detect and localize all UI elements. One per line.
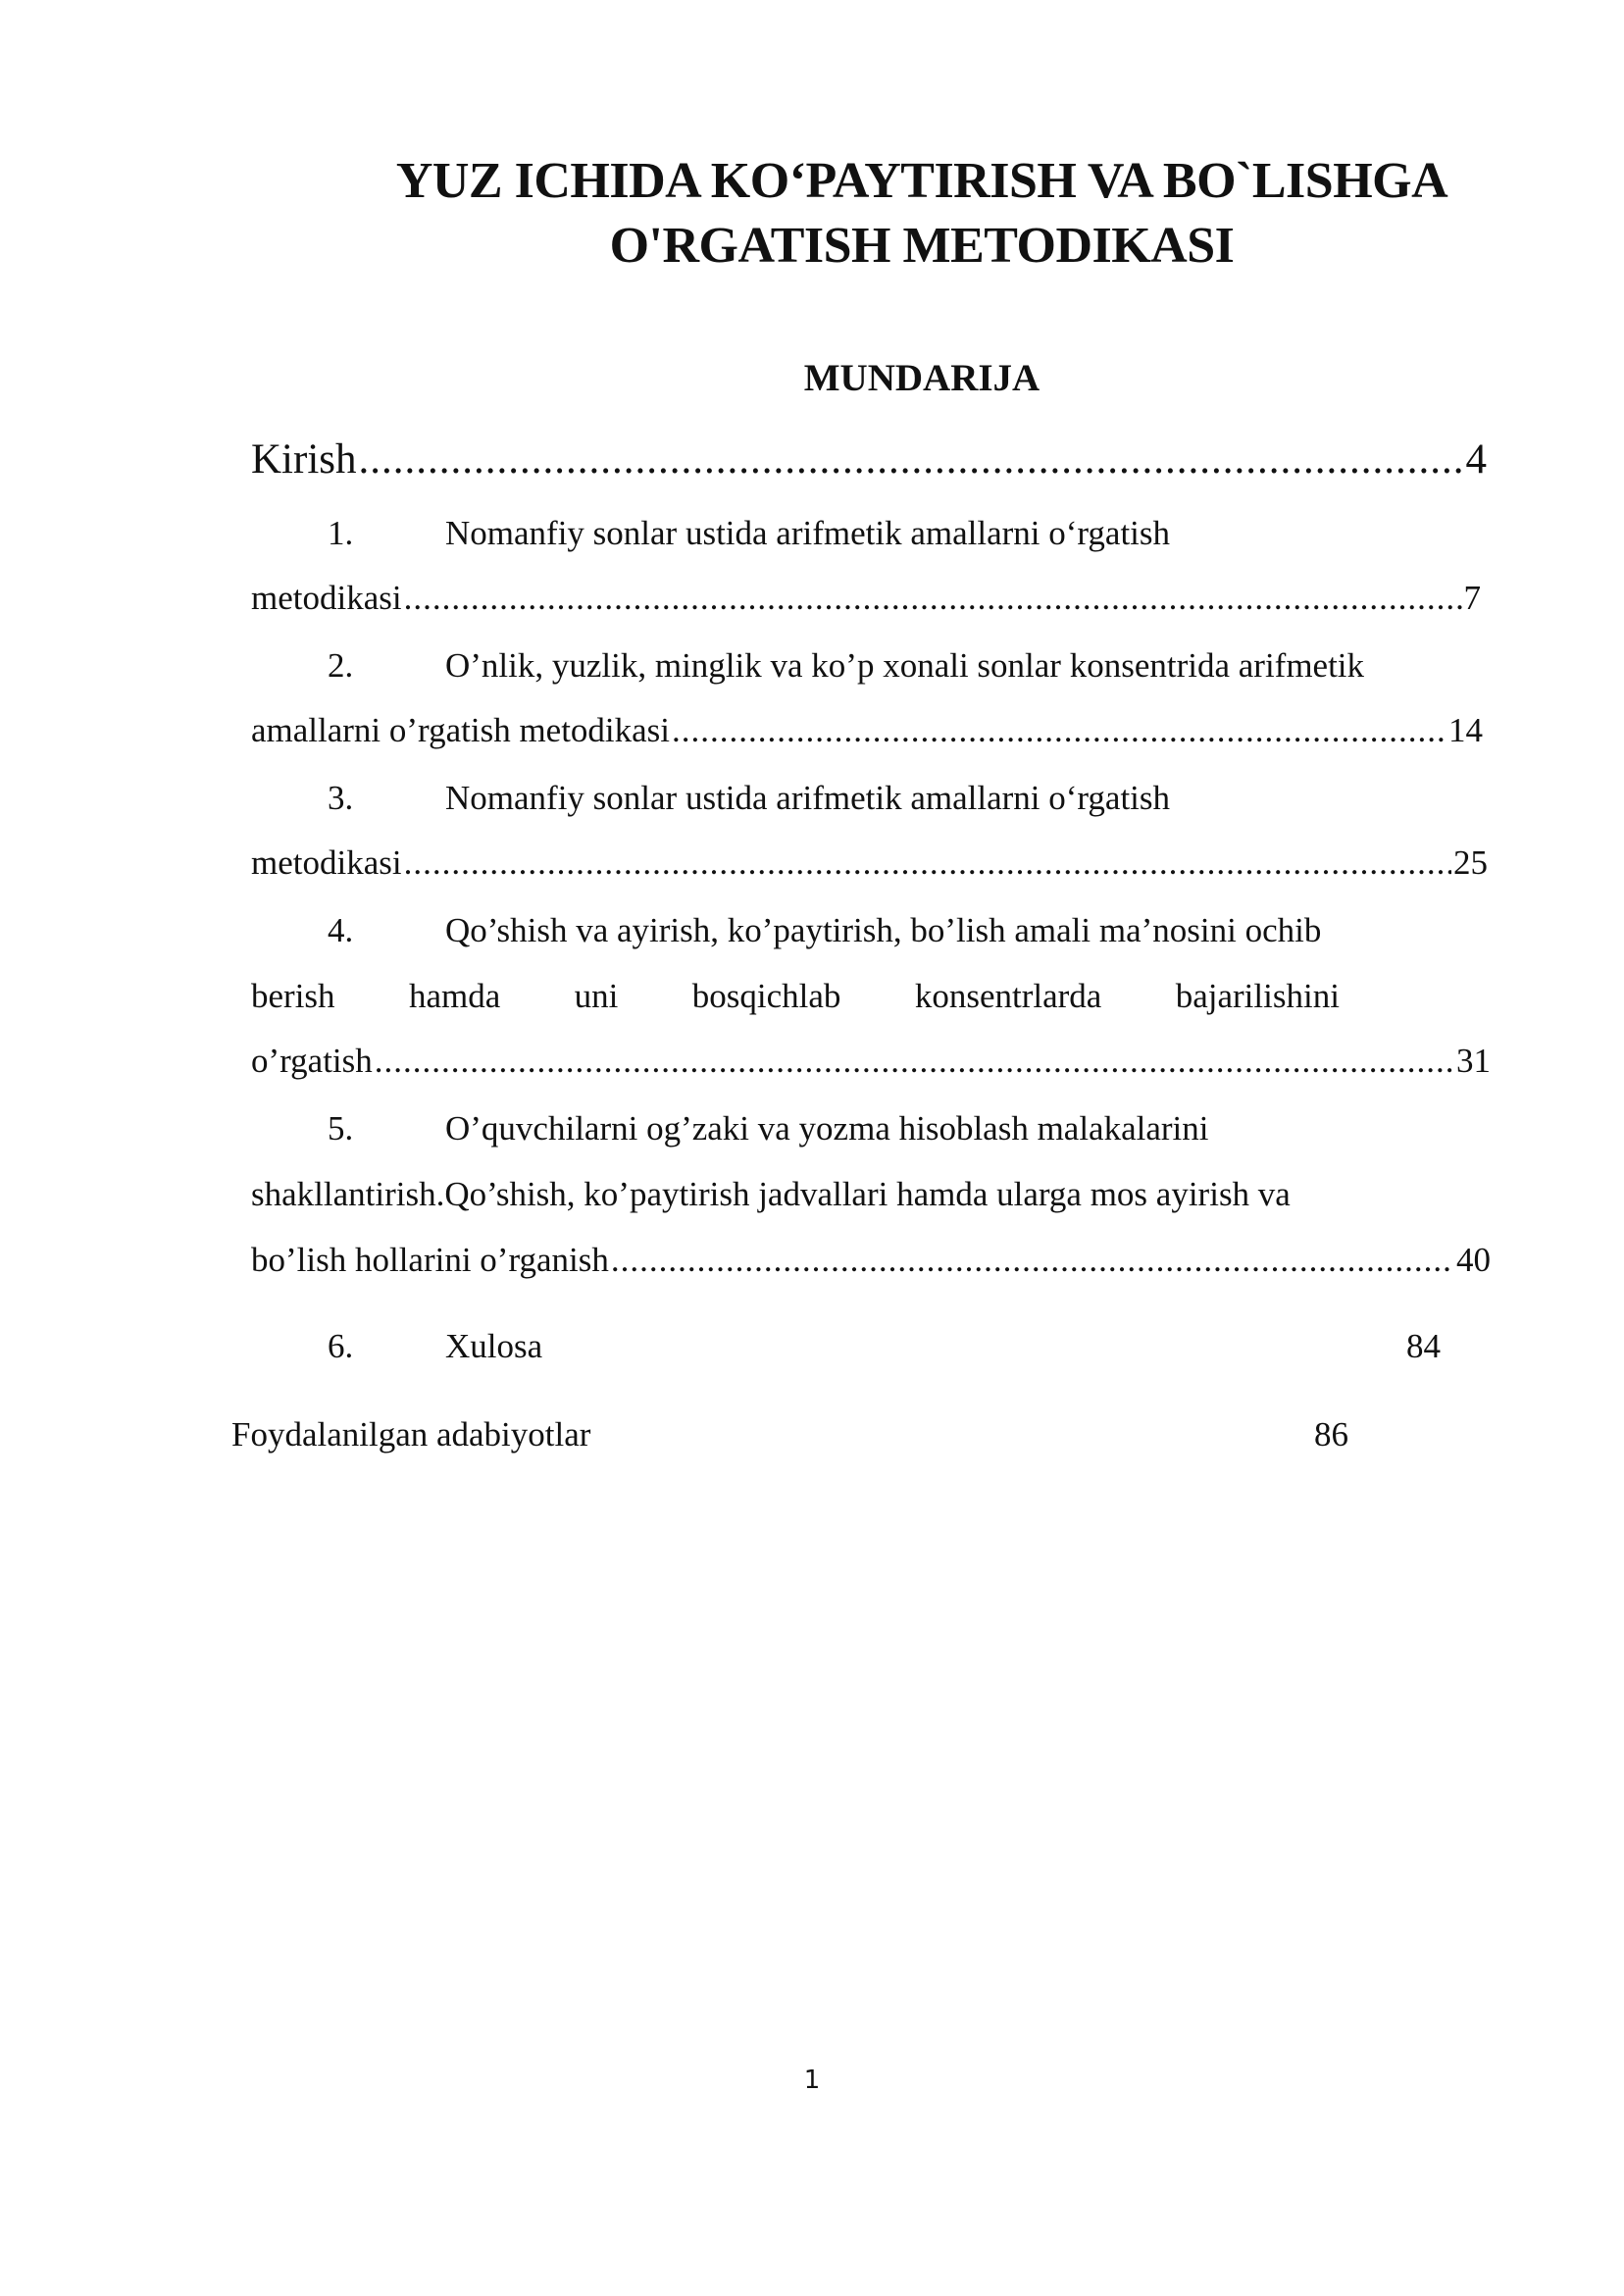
toc-entry-page: 14 (1448, 711, 1483, 749)
toc-entry-4 (328, 909, 1455, 952)
toc-entry-1 (328, 512, 1406, 555)
toc-entry-page: 31 (1456, 1042, 1491, 1080)
toc-entry-4-leader-line (251, 1040, 1491, 1083)
toc-entry-text: o’rgatish (251, 1042, 373, 1080)
toc-word: hamda (408, 977, 501, 1015)
toc-word: bajarilishini (1175, 977, 1340, 1015)
toc-entry-text: metodikasi (251, 579, 402, 617)
toc-entry-number: 2. (328, 646, 354, 685)
toc-entry-text: Nomanfiy sonlar ustida arifmetik amallarni o‘rgatish (445, 514, 1171, 552)
toc-leader-dots (404, 577, 1462, 620)
toc-entry-text: O’nlik, yuzlik, minglik va ko’p xonali sonlar konsentrida arifmetik (445, 646, 1365, 685)
toc-entry-text: Qo’shish va ayirish, ko’paytirish, bo’lish amali ma’nosini ochib (445, 911, 1322, 949)
toc-entry-2-leader-line (251, 709, 1483, 752)
toc-entry-text: Xulosa (445, 1327, 543, 1365)
toc-entry-number: 4. (328, 911, 354, 949)
toc-entry-6 (328, 1325, 1455, 1368)
toc-entry-references: Foydalanilgan adabiyotlar (231, 1415, 591, 1454)
title-line-1: YUZ ICHIDA KO‘PAYTIRISH VA BO`LISHGA (395, 153, 1448, 209)
toc-entry-3-leader-line (251, 842, 1488, 885)
toc-leader-dots (404, 842, 1451, 885)
page-number: 1 (803, 2066, 821, 2095)
toc-entry-5 (328, 1107, 1406, 1150)
toc-word: berish (251, 977, 335, 1015)
toc-word: uni (574, 977, 619, 1015)
toc-entry-page: 4 (1465, 436, 1487, 483)
toc-entry-number: 6. (328, 1327, 354, 1365)
toc-entry-5-leader-line (251, 1239, 1491, 1282)
toc-entry-4-justified-line (251, 975, 1340, 1018)
toc-entry-text: bo’lish hollarini o’rganish (251, 1241, 609, 1279)
toc-entry-number: 5. (328, 1109, 354, 1148)
toc-entry-page: 7 (1463, 579, 1481, 617)
toc-leader-dots (611, 1239, 1454, 1282)
toc-entry-3 (328, 777, 1406, 820)
toc-entry-references-page: 86 (1314, 1415, 1348, 1454)
toc-leader-dots (359, 434, 1464, 485)
toc-word: bosqichlab (691, 977, 841, 1015)
toc-heading: MUNDARIJA (803, 357, 1040, 399)
toc-entry-number: 1. (328, 514, 354, 552)
toc-entry-5-line-2: shakllantirish.Qo’shish, ko’paytirish jadvallari hamda ularga mos ayirish va (251, 1175, 1291, 1213)
toc-entry-text: metodikasi (251, 843, 402, 882)
toc-entry-label: Kirish (251, 436, 357, 483)
toc-entry-page: 84 (1406, 1327, 1441, 1365)
toc-entry-kirish (251, 434, 1487, 485)
toc-entry-text: Nomanfiy sonlar ustida arifmetik amallarni o‘rgatish (445, 779, 1171, 817)
toc-word: konsentrlarda (914, 977, 1102, 1015)
toc-entry-text: O’quvchilarni og’zaki va yozma hisoblash malakalarini (445, 1109, 1209, 1148)
toc-leader-dots (672, 709, 1446, 752)
toc-entry-number: 3. (328, 779, 354, 817)
title-line-2: O'RGATISH METODIKASI (609, 218, 1235, 274)
toc-entry-1-leader-line (251, 577, 1481, 620)
toc-entry-page: 40 (1456, 1241, 1491, 1279)
document-title (324, 149, 1520, 279)
toc-entry-text: amallarni o’rgatish metodikasi (251, 711, 671, 749)
toc-entry-page: 25 (1453, 843, 1488, 882)
toc-leader-dots (375, 1040, 1454, 1083)
toc-entry-2 (328, 644, 1504, 688)
